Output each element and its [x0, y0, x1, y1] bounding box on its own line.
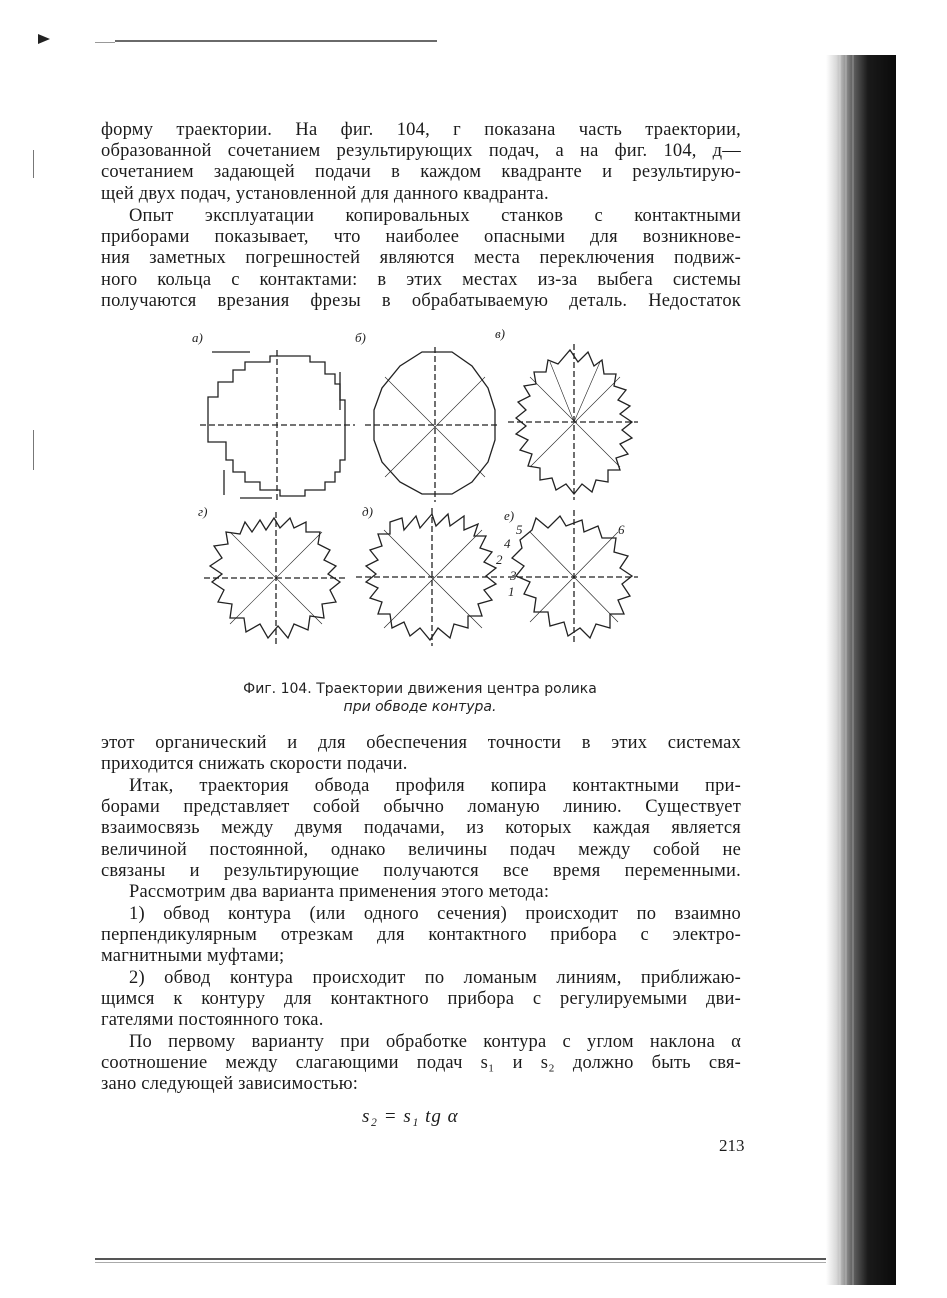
text-line: соотношение между слагающими подач s₁ и s₂ должно быть свя- — [101, 1053, 741, 1074]
panel-d-sawtooth-trajectory — [356, 508, 504, 646]
paragraph-7 — [101, 968, 741, 1032]
paragraph-8 — [101, 1032, 741, 1096]
panel-label-c: в) — [495, 326, 505, 341]
header-rule — [115, 40, 437, 42]
text-line: По первому варианту при обработке контура с углом наклона α — [129, 1032, 741, 1052]
text-line: этот органический и для обеспечения точности в этих системах — [101, 733, 741, 753]
point-label-1: 1 — [508, 584, 515, 599]
paragraph-5 — [101, 882, 741, 903]
text-line: магнитными муфтами; — [101, 946, 285, 967]
figure-caption-line-2: при обводе контура. — [343, 699, 497, 715]
formula: s₂ = s₁ tg α — [362, 1106, 459, 1127]
text-line: ния заметных погрешностей являются места переключения подвиж- — [101, 248, 741, 269]
point-label-5: 5 — [516, 522, 523, 537]
text-line: щимся к контуру для контактного прибора с регулируемыми дви- — [101, 989, 741, 1010]
panel-b-polygon-trajectory — [365, 347, 500, 502]
point-label-6: 6 — [618, 522, 625, 537]
text-line: взаимосвязь между двумя подачами, из которых каждая является — [101, 818, 741, 839]
point-label-3: 3 — [510, 568, 517, 583]
text-line: Рассмотрим два варианта применения этого метода: — [129, 882, 550, 902]
paragraph-4 — [101, 776, 741, 882]
paragraph-6 — [101, 904, 741, 968]
text-line: 1) обвод контура (или одного сечения) происходит по взаимно — [129, 904, 741, 924]
arrow-marker-icon — [38, 34, 50, 44]
bottom-rule-shadow — [95, 1262, 830, 1263]
point-label-2: 2 — [496, 552, 503, 567]
scan-mark — [33, 150, 34, 178]
scan-line — [95, 42, 115, 43]
figure-104-trajectories — [190, 322, 650, 670]
paragraph-3 — [101, 733, 741, 775]
text-line: ного кольца с контактами: в этих местах из-за выбега системы — [101, 269, 741, 290]
panel-label-b: б) — [355, 330, 366, 345]
page-number: 213 — [719, 1136, 745, 1155]
bottom-rule — [95, 1258, 830, 1260]
text-line: получаются врезания фрезы в обрабатываемую деталь. Недостаток — [101, 290, 741, 311]
text-line: гателями постоянного тока. — [101, 1010, 324, 1031]
scan-mark — [33, 430, 34, 470]
panel-label-e: е) — [504, 508, 515, 523]
text-line: образованной сочетанием результирующих подач, а на фиг. 104, д— — [101, 141, 741, 162]
point-label-4: 4 — [504, 536, 511, 551]
text-line: величиной постоянной, однако величины подач между собой не — [101, 839, 741, 860]
text-line: зано следующей зависимостью: — [101, 1074, 359, 1095]
text-line: сочетанием задающей подачи в каждом квадранте и результирую- — [101, 162, 741, 183]
paragraph-1 — [101, 120, 741, 205]
text-line: борами представляет собой обычно ломаную линию. Существует — [101, 797, 741, 818]
page-edge-shadow — [826, 55, 896, 1285]
panel-c-sawtooth-trajectory — [508, 344, 638, 500]
text-line: Опыт эксплуатации копировальных станков с контактными — [129, 206, 741, 226]
paragraph-2 — [101, 206, 741, 312]
panel-label-d: д) — [362, 504, 373, 519]
text-line: форму траектории. На фиг. 104, г показана часть траектории, — [101, 120, 741, 140]
panel-a-stepped-trajectory — [200, 350, 355, 502]
text-line: перпендикулярным отрезкам для контактного прибора с электро- — [101, 925, 741, 946]
text-line: приборами показывает, что наиболее опасными для возникнове- — [101, 227, 741, 248]
text-line: Итак, траектория обвода профиля копира контактными при- — [129, 776, 741, 796]
text-line: 2) обвод контура происходит по ломаным линиям, приближаю- — [129, 968, 741, 988]
panel-label-a: а) — [192, 330, 203, 345]
text-line: связаны и результирующие получаются все время переменными. — [101, 860, 741, 881]
text-line: приходится снижать скорости подачи. — [101, 754, 408, 775]
panel-label-g: г) — [198, 504, 208, 519]
panel-g-zigzag-trajectory — [204, 512, 348, 644]
figure-caption-line-1: Фиг. 104. Траектории движения центра ролика — [243, 681, 597, 697]
text-line: щей двух подач, установленной для данного квадранта. — [101, 183, 549, 204]
